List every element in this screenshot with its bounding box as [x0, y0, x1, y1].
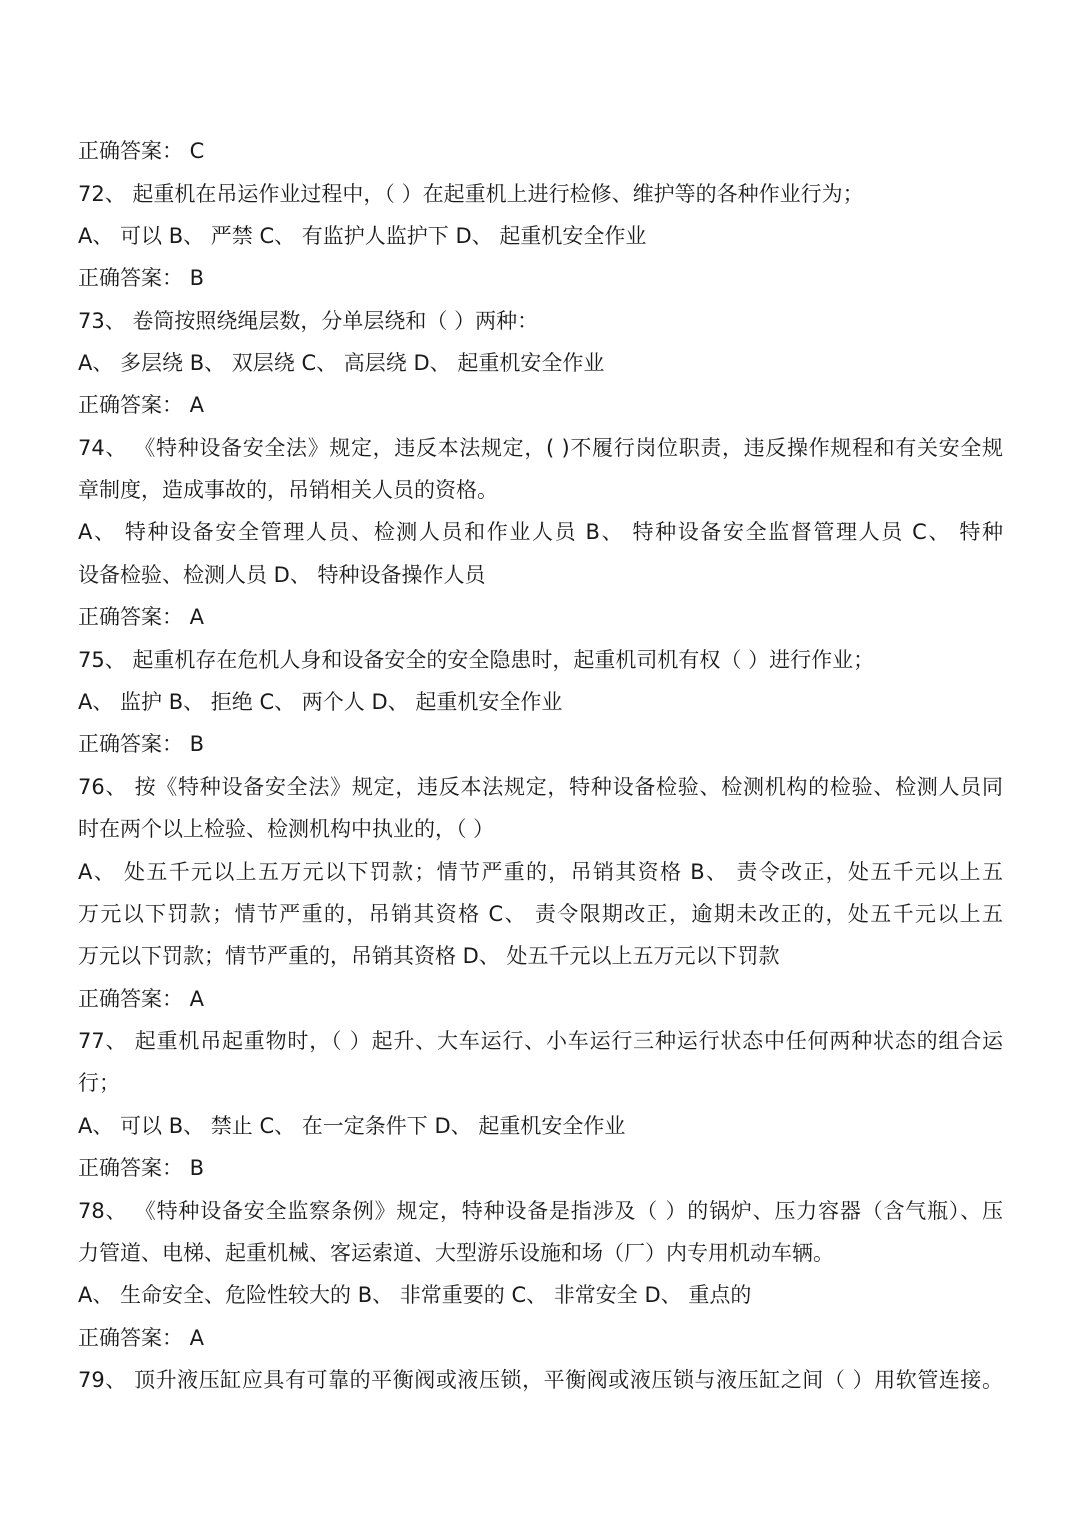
question-77: 77、 起重机吊起重物时，（ ）起升、大车运行、小车运行三种运行状态中任何两种状态的组合运 [78, 1029, 1003, 1053]
answer-75: 正确答案： B [78, 732, 205, 756]
options-76: A、 处五千元以上五万元以下罚款；情节严重的，吊销其资格 B、 责令改正，处五千元以上五 [78, 860, 1003, 884]
answer-78: 正确答案： A [78, 1326, 205, 1350]
question-72: 72、 起重机在吊运作业过程中，（ ）在起重机上进行检修、维护等的各种作业行为； [78, 182, 864, 206]
answer-76: 正确答案： A [78, 987, 205, 1011]
question-78-cont: 力管道、电梯、起重机械、客运索道、大型游乐设施和场（厂）内专用机动车辆。 [78, 1241, 834, 1265]
options-73: A、 多层绕 B、 双层绕 C、 高层绕 D、 起重机安全作业 [78, 351, 605, 375]
options-76-cont-1: 万元以下罚款；情节严重的，吊销其资格 C、 责令限期改正，逾期未改正的，处五千元以上五 [78, 902, 1003, 926]
question-77-cont: 行； [78, 1071, 120, 1095]
answer-74: 正确答案： A [78, 605, 205, 629]
question-76: 76、 按《特种设备安全法》规定，违反本法规定，特种设备检验、检测机构的检验、检测人员同 [78, 775, 1003, 799]
question-75: 75、 起重机存在危机人身和设备安全的安全隐患时，起重机司机有权（ ）进行作业； [78, 648, 875, 672]
options-77: A、 可以 B、 禁止 C、 在一定条件下 D、 起重机安全作业 [78, 1114, 626, 1138]
question-74-cont: 章制度，造成事故的，吊销相关人员的资格。 [78, 478, 498, 502]
answer-72: 正确答案： B [78, 266, 205, 290]
question-76-cont: 时在两个以上检验、检测机构中执业的，（ ） [78, 817, 495, 841]
question-73: 73、 卷筒按照绕绳层数，分单层绕和（ ）两种： [78, 309, 539, 333]
options-78: A、 生命安全、危险性较大的 B、 非常重要的 C、 非常安全 D、 重点的 [78, 1283, 752, 1307]
options-72: A、 可以 B、 严禁 C、 有监护人监护下 D、 起重机安全作业 [78, 224, 647, 248]
answer-73: 正确答案： A [78, 393, 205, 417]
options-74: A、 特种设备安全管理人员、检测人员和作业人员 B、 特种设备安全监督管理人员 C、 特种 [78, 520, 1003, 544]
options-76-cont-2: 万元以下罚款；情节严重的，吊销其资格 D、 处五千元以上五万元以下罚款 [78, 944, 780, 968]
answer-77: 正确答案： B [78, 1156, 205, 1180]
question-74: 74、 《特种设备安全法》规定，违反本法规定，( )不履行岗位职责，违反操作规程和有关安全规 [78, 436, 1003, 460]
options-74-cont: 设备检验、检测人员 D、 特种设备操作人员 [78, 563, 486, 587]
options-75: A、 监护 B、 拒绝 C、 两个人 D、 起重机安全作业 [78, 690, 563, 714]
question-79: 79、 顶升液压缸应具有可靠的平衡阀或液压锁，平衡阀或液压锁与液压缸之间（ ）用软管连接。 [78, 1368, 1003, 1392]
question-78: 78、 《特种设备安全监察条例》规定，特种设备是指涉及（ ）的锅炉、压力容器（含气瓶）、压 [78, 1199, 1003, 1223]
answer-71: 正确答案： C [78, 139, 205, 163]
